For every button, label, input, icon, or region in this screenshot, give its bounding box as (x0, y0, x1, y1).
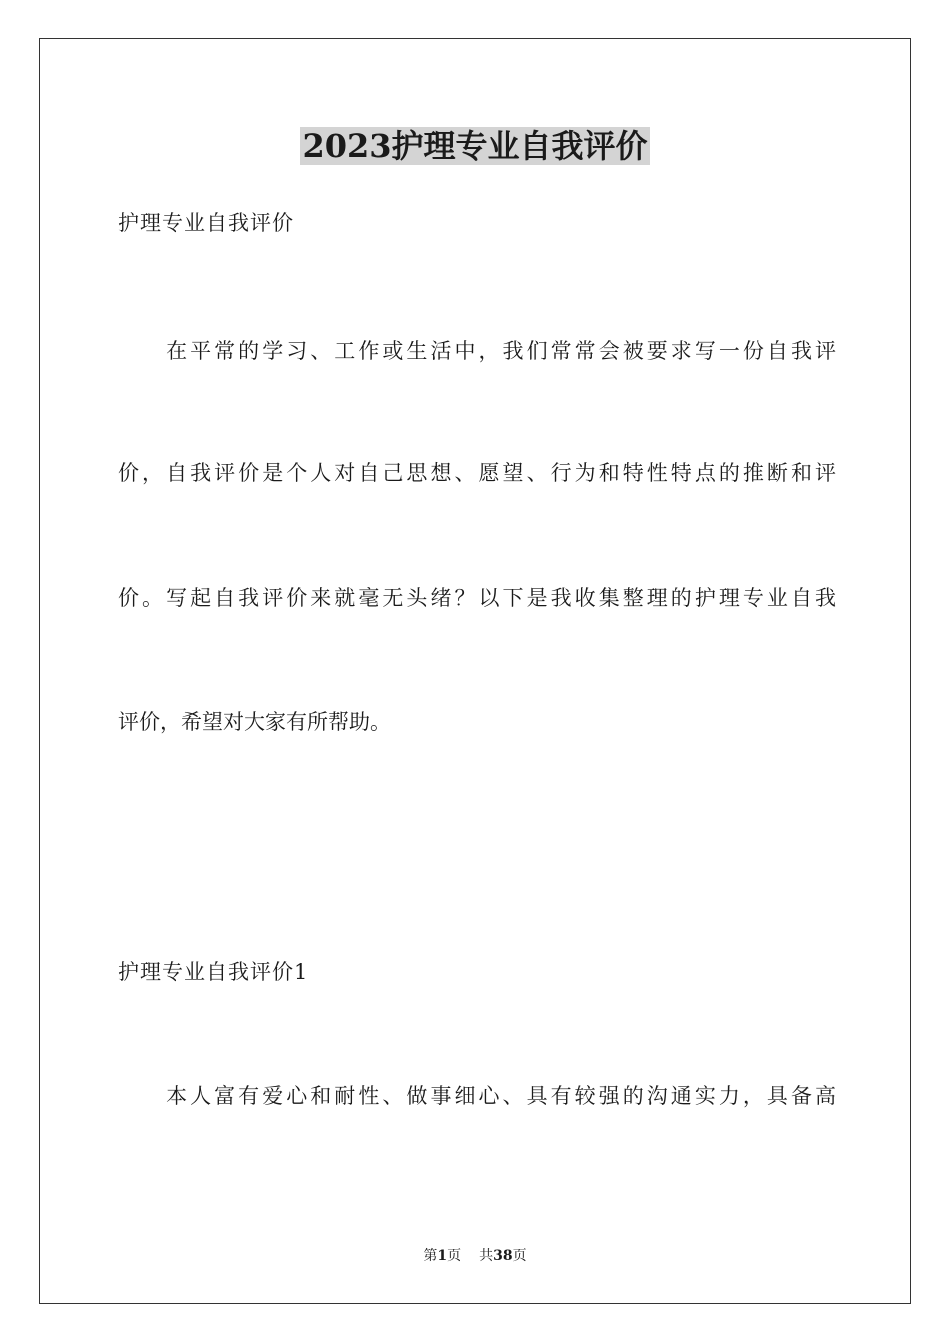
page-prefix: 第 (423, 1248, 438, 1264)
total-prefix: 共 (479, 1248, 494, 1264)
paragraph-line: 价，自我评价是个人对自己思想、愿望、行为和特性特点的推断和评 (118, 461, 836, 485)
paragraph-line: 本人富有爱心和耐性、做事细心、具有较强的沟通实力，具备高 (118, 1084, 836, 1108)
document-title (0, 124, 950, 168)
total-suffix: 页 (512, 1248, 527, 1264)
paragraph-line: 价。写起自我评价来就毫无头绪？以下是我收集整理的护理专业自我 (118, 586, 836, 610)
page-current: 1 (437, 1248, 448, 1264)
document-subtitle: 护理专业自我评价 (118, 211, 294, 235)
page-total: 38 (493, 1248, 513, 1264)
paragraph-line: 在平常的学习、工作或生活中，我们常常会被要求写一份自我评 (118, 339, 836, 363)
document-title-text: 2023护理专业自我评价 (302, 127, 648, 165)
page-suffix: 页 (447, 1248, 462, 1264)
paragraph-line: 评价，希望对大家有所帮助。 (118, 710, 391, 734)
page-footer (0, 1246, 950, 1266)
section-heading: 护理专业自我评价1 (118, 960, 309, 984)
